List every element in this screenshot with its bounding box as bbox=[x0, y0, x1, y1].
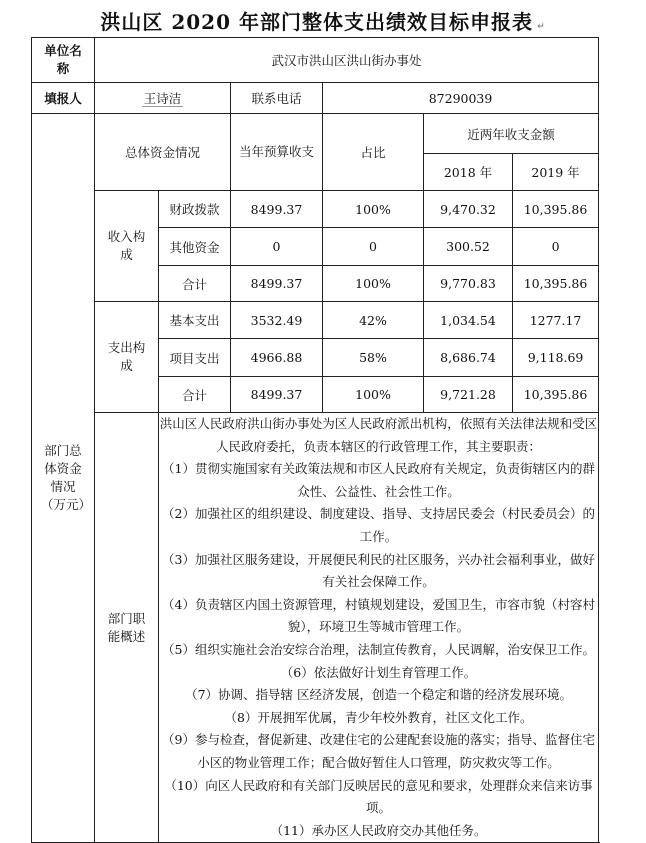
row-2018: 300.52 bbox=[424, 228, 513, 266]
year-2019-header: 2019 年 bbox=[513, 154, 599, 191]
reporter-label: 填报人 bbox=[32, 83, 95, 114]
duty-item: （10）向区人民政府和有关部门反映居民的意见和要求，处理群众来信来访事项。 bbox=[164, 777, 593, 816]
duty-item: （1）贯彻实施国家有关政策法规和市区人民政府有关规定，负责街辖区内的群众性、公益性、社会性工作。 bbox=[162, 461, 596, 499]
row-2019: 10,395.86 bbox=[513, 266, 599, 302]
row-name: 项目支出 bbox=[159, 339, 231, 377]
row-2018: 1,034.54 bbox=[424, 302, 513, 339]
duty-item: （6）依法做好计划生育管理工作。 bbox=[280, 664, 477, 680]
overall-header: 总体资金情况 bbox=[95, 114, 231, 191]
row-ratio: 100% bbox=[323, 191, 424, 228]
row-budget: 0 bbox=[231, 228, 323, 266]
duties-row bbox=[32, 413, 599, 843]
funds-section-label: 部门总体资金情况（万元） bbox=[32, 114, 95, 843]
unit-value: 武汉市洪山区洪山街办事处 bbox=[95, 38, 599, 83]
row-2019: 1277.17 bbox=[513, 302, 599, 339]
row-name: 合计 bbox=[159, 266, 231, 302]
year-2018-header: 2018 年 bbox=[424, 154, 513, 191]
row-2018: 9,721.28 bbox=[424, 377, 513, 413]
duties-label: 部门职能概述 bbox=[95, 413, 159, 843]
unit-row bbox=[32, 38, 599, 83]
duty-item: （2）加强社区的组织建设、制度建设、指导、支持居民委会（村民委员会）的工作。 bbox=[162, 506, 596, 544]
expense-label: 支出构成 bbox=[95, 302, 159, 413]
recent-header: 近两年收支金额 bbox=[424, 114, 599, 154]
income-label: 收入构成 bbox=[95, 191, 159, 302]
row-2018: 8,686.74 bbox=[424, 339, 513, 377]
row-2019: 10,395.86 bbox=[513, 377, 599, 413]
phone-label: 联系电话 bbox=[231, 83, 323, 114]
ratio-header: 占比 bbox=[323, 114, 424, 191]
funds-header-row-1 bbox=[32, 114, 599, 154]
unit-label: 单位名称 bbox=[32, 38, 95, 83]
budget-header: 当年预算收支 bbox=[231, 114, 323, 191]
row-2018: 9,470.32 bbox=[424, 191, 513, 228]
row-ratio: 58% bbox=[323, 339, 424, 377]
duty-item: （8）开展拥军优属，青少年校外教育，社区文化工作。 bbox=[224, 709, 533, 725]
row-name: 财政拨款 bbox=[159, 191, 231, 228]
paragraph-mark-icon: ↵ bbox=[532, 22, 546, 32]
duty-item: （4）负责辖区内国土资源管理，村镇规划建设，爱国卫生，市容市貌（村容村貌），环境卫生等城市管理工作。 bbox=[162, 596, 596, 635]
row-ratio: 100% bbox=[323, 377, 424, 413]
duty-item: （5）组织实施社会治安综合治理，法制宣传教育，人民调解，治安保卫工作。 bbox=[162, 641, 596, 657]
row-ratio: 42% bbox=[323, 302, 424, 339]
row-budget: 3532.49 bbox=[231, 302, 323, 339]
table-row bbox=[32, 191, 599, 228]
row-name: 其他资金 bbox=[159, 228, 231, 266]
reporter-name: 王诗洁 bbox=[95, 83, 231, 114]
row-budget: 8499.37 bbox=[231, 377, 323, 413]
row-name: 合计 bbox=[159, 377, 231, 413]
row-2019: 0 bbox=[513, 228, 599, 266]
row-2019: 10,395.86 bbox=[513, 191, 599, 228]
duties-intro: 洪山区人民政府洪山街办事处为区人民政府派出机构，依照有关法律法规和受区人民政府委托，负责本辖区的行政管理工作，其主要职责： bbox=[159, 416, 598, 454]
row-ratio: 100% bbox=[323, 266, 424, 302]
duty-item: （7）协调、指导辖 区经济发展，创造一个稳定和谐的经济发展环境。 bbox=[185, 687, 572, 703]
row-budget: 8499.37 bbox=[231, 191, 323, 228]
duty-item: （11）承办区人民政府交办其他任务。 bbox=[270, 822, 487, 838]
report-table bbox=[31, 37, 599, 843]
duties-text bbox=[159, 413, 599, 843]
table-row bbox=[32, 302, 599, 339]
row-ratio: 0 bbox=[323, 228, 424, 266]
row-name: 基本支出 bbox=[159, 302, 231, 339]
row-budget: 8499.37 bbox=[231, 266, 323, 302]
reporter-row bbox=[32, 83, 599, 114]
phone-value: 87290039 bbox=[323, 83, 599, 114]
row-2019: 9,118.69 bbox=[513, 339, 599, 377]
duty-item: （9）参与检查，督促新建、改建住宅的公建配套设施的落实；指导、监督住宅小区的物业管理工作；配合做好暂住人口管理，防灾救灾等工作。 bbox=[162, 732, 596, 770]
row-2018: 9,770.83 bbox=[424, 266, 513, 302]
row-budget: 4966.88 bbox=[231, 339, 323, 377]
page-title: 洪山区 2020 年部门整体支出绩效目标申报表 ↵ bbox=[100, 10, 546, 34]
duty-item: （3）加强社区服务建设，开展便民利民的社区服务，兴办社会福利事业，做好有关社会保障工作。 bbox=[162, 551, 596, 590]
